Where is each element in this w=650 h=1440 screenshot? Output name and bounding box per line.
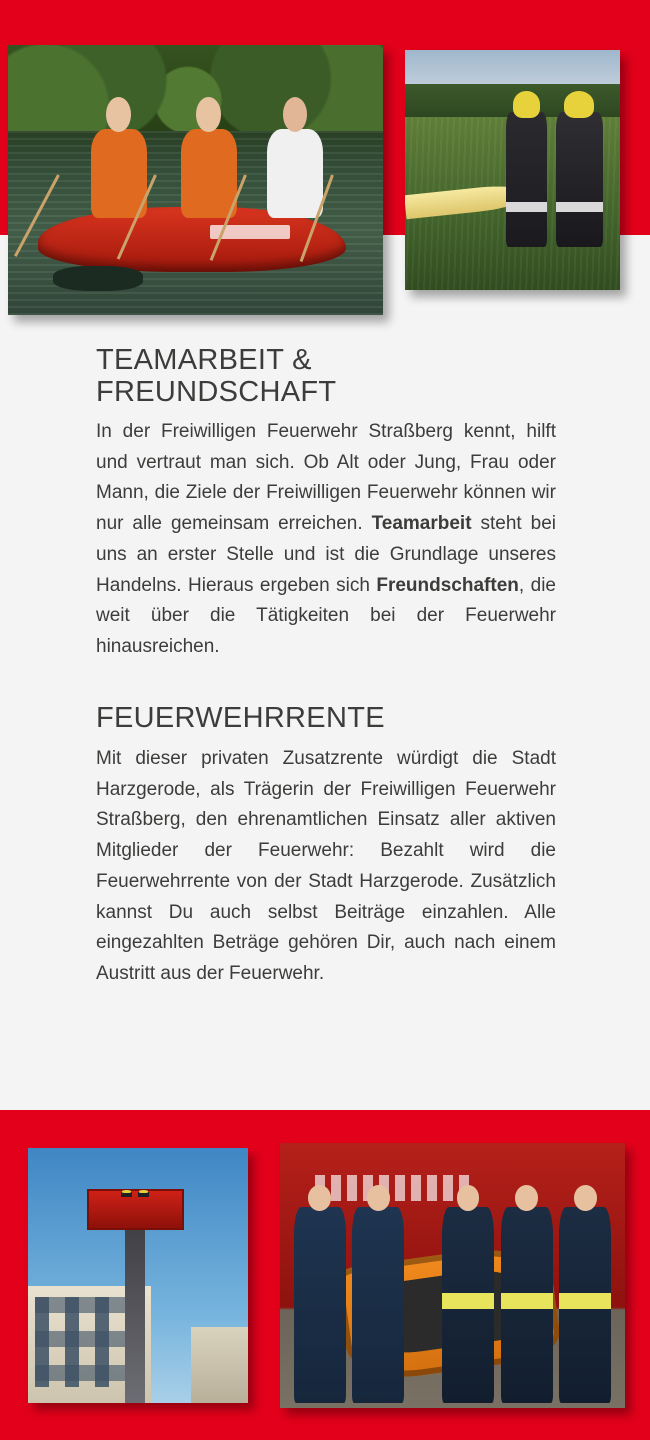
raft-crew-member xyxy=(181,129,237,218)
raft-crew-member xyxy=(91,129,147,218)
firefighter xyxy=(556,112,603,246)
section-title-teamarbeit: TEAMARBEIT & FREUNDSCHAFT xyxy=(96,344,337,408)
photo-raft xyxy=(8,45,383,315)
ladder-building-side xyxy=(191,1327,248,1404)
section-teamarbeit xyxy=(96,345,556,663)
section-body-teamarbeit: In der Freiwilligen Feuerwehr Straßberg kennt, hilft und vertraut man sich. Ob Alt oder Jung, Frau oder Mann, die Ziele der Freiwilligen Feuerwehr können wir nur alle gemeinsam erreichen. Teamarbeit steht bei uns an erster Stelle und ist die Grundlage unseres Handelns. Hieraus ergeben sich Freundschaften, die weit über die Tätigkeiten bei der Feuerwehr hinausreichen. xyxy=(96,420,556,658)
section-feuerwehrrente xyxy=(96,703,556,990)
photo-aerial-ladder xyxy=(28,1148,248,1403)
team-member xyxy=(501,1207,553,1403)
raft-treeline xyxy=(8,45,383,134)
firefighter xyxy=(121,1192,132,1197)
text-content xyxy=(96,345,556,990)
ladder-mast xyxy=(125,1217,145,1403)
photo-team-with-stretcher xyxy=(280,1143,625,1408)
truck-lettering xyxy=(315,1175,474,1202)
team-member xyxy=(294,1207,346,1403)
photo-hose-training xyxy=(405,50,620,290)
section-title-feuerwehrrente: FEUERWEHRRENTE xyxy=(96,701,385,734)
firefighter xyxy=(138,1192,149,1197)
emphasized-term: Teamarbeit xyxy=(371,513,472,535)
raft-crew-member xyxy=(267,129,323,218)
section-body-feuerwehrrente: Mit dieser privaten Zusatzrente würdigt die Stadt Harzgerode, als Trägerin der Freiwilligen Feuerwehr Straßberg, den ehrenamtlichen Einsatz aller aktiven Mitglieder der Feuerwehr: Bezahlt wird die Feuerwehrrente von der Stadt Harzgerode. Zusätzlich kannst Du auch selbst Beiträge einzahlen. Alle eingezahlten Beträge gehören Dir, auch nach einem Austritt aus der Feuerwehr. xyxy=(96,747,556,985)
team-member xyxy=(352,1207,404,1403)
ladder-rescue-cage xyxy=(87,1189,184,1230)
emphasized-term: Freundschaften xyxy=(376,574,519,596)
firefighter xyxy=(506,112,547,246)
team-member xyxy=(442,1207,494,1403)
team-member xyxy=(559,1207,611,1403)
raft-swimmer xyxy=(53,266,143,290)
